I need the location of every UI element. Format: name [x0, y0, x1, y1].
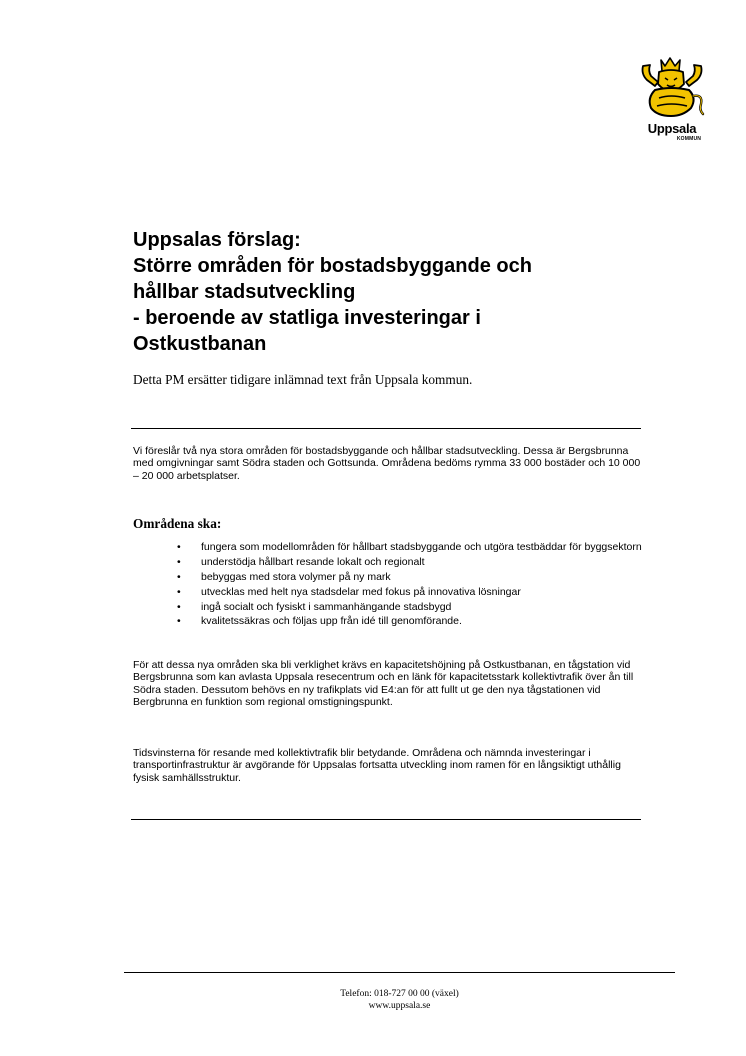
paragraph-proposal: Vi föreslår två nya stora områden för bostadsbyggande och hållbar stadsutveckling. Dessa är Bergsbrunna med omgivningar samt Södra staden och Gottsunda. Områdena bedöms rymma 33 000 bostäder och 10 000 – 20 000 arbetsplatser. [133, 445, 641, 482]
bullet-icon: • [177, 585, 181, 598]
list-item [133, 571, 643, 583]
paragraph-conclusion: Tidsvinsterna för resande med kollektivtrafik blir betydande. Områdena och nämnda investeringar i transportinfrastruktur är avgörande för Uppsalas fortsatta utveckling inom ramen för en långsiktigt uthållig fysisk samhällsstruktur. [133, 747, 621, 784]
footer-divider [124, 972, 675, 973]
section-heading: Områdena ska: [133, 516, 222, 531]
bullet-icon: • [177, 570, 181, 583]
goals-list [133, 541, 643, 630]
document-title [133, 227, 653, 357]
lion-crest-icon [637, 56, 707, 122]
uppsala-logo [637, 56, 707, 146]
title-line: Uppsalas förslag: [133, 229, 301, 251]
list-item-text: kvalitetssäkras och följas upp från idé till genomförande. [201, 615, 462, 628]
title-line: hållbar stadsutveckling [133, 281, 356, 303]
list-item-text: understödja hållbart resande lokalt och regionalt [201, 555, 425, 568]
list-item [133, 541, 643, 553]
section-divider-top [131, 428, 641, 429]
list-item [133, 586, 643, 598]
list-item-text: ingå socialt och fysiskt i sammanhängande stadsbygd [201, 600, 452, 613]
bullet-icon: • [177, 600, 181, 613]
list-item [133, 615, 643, 627]
list-item [133, 601, 643, 613]
intro-note: Detta PM ersätter tidigare inlämnad text från Uppsala kommun. [133, 372, 473, 387]
paragraph-infrastructure: För att dessa nya områden ska bli verklighet krävs en kapacitetshöjning på Ostkustbanan, en tågstation vid Bergsbrunna som kan avlasta Uppsala resecentrum och en länk för kapacitetsstark kollektivtrafik över ån till Södra staden. Dessutom behövs en ny trafikplats vid E4:an för att fullt ut ge den nya tågstationen vid Bergbrunna en funktion som regional omstigningspunkt. [133, 659, 634, 708]
section-divider-bottom [131, 819, 641, 820]
list-item-text: fungera som modellområden för hållbart stadsbyggande och utgöra testbäddar för byggsektorn [201, 541, 642, 553]
bullet-icon: • [177, 555, 181, 568]
title-line: Ostkustbanan [133, 333, 267, 355]
title-line: - beroende av statliga investeringar i [133, 307, 481, 329]
bullet-icon: • [177, 541, 181, 553]
footer-website-link[interactable]: www.uppsala.se [368, 1001, 431, 1011]
list-item-text: bebyggas med stora volymer på ny mark [201, 570, 391, 583]
page-footer [124, 988, 675, 1012]
list-item [133, 556, 643, 568]
title-line: Större områden för bostadsbyggande och [133, 255, 532, 277]
logo-wordmark: Uppsala [647, 121, 697, 136]
logo-subtext: KOMMUN [676, 136, 702, 142]
footer-phone: Telefon: 018-727 00 00 (växel) [340, 989, 459, 999]
list-item-text: utvecklas med helt nya stadsdelar med fokus på innovativa lösningar [201, 585, 521, 598]
bullet-icon: • [177, 615, 181, 628]
